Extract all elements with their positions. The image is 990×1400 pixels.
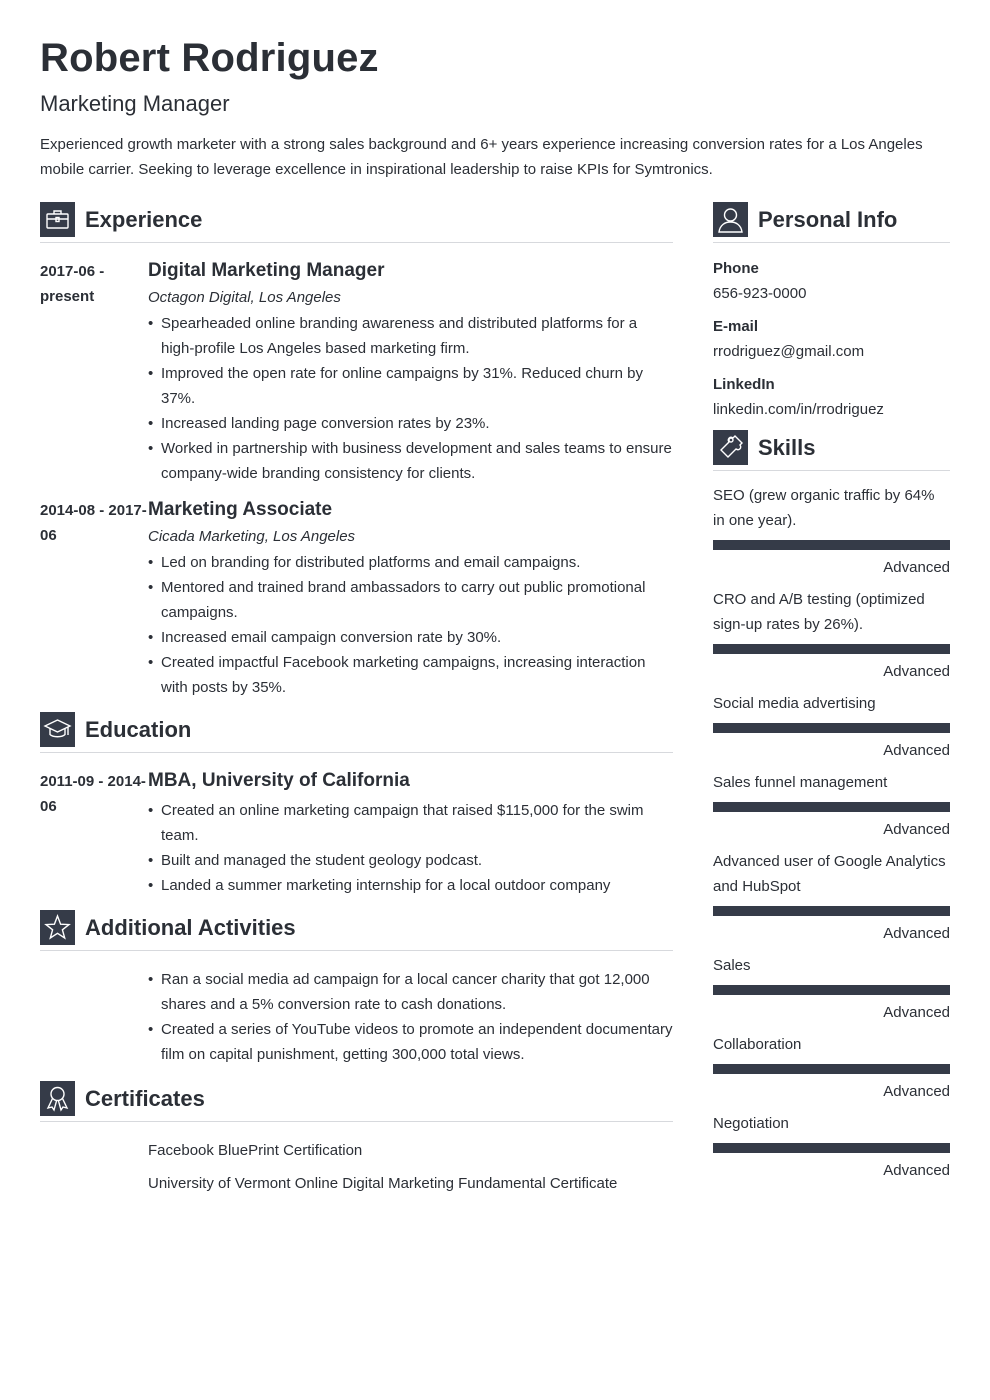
main-column — [40, 202, 673, 1204]
skill-level-fill — [713, 985, 950, 995]
person-icon — [713, 202, 748, 237]
certificates-header — [40, 1081, 673, 1122]
bullet-item: • Mentored and trained brand ambassadors to carry out public promotional campaigns. — [148, 575, 673, 625]
experience-title: Experience — [85, 207, 203, 232]
skills-section — [713, 430, 950, 1181]
skill-level-bar — [713, 1143, 950, 1153]
bullet-item: • Spearheaded online branding awareness and distributed platforms for a high-profile Los Angeles based marketing firm. — [148, 311, 673, 361]
skill-level-fill — [713, 644, 950, 654]
skill-level-label: Advanced — [883, 742, 950, 759]
job-role: Marketing Manager — [40, 91, 230, 116]
job-date: 2017-06 - present — [40, 263, 105, 305]
personal-info-section — [713, 202, 950, 420]
skill-name: Negotiation — [713, 1115, 789, 1132]
skill-level-fill — [713, 906, 950, 916]
bullet-item: • Worked in partnership with business development and sales teams to ensure company-wide branding consistency for clients. — [148, 436, 673, 486]
skill-level-bar — [713, 802, 950, 812]
skill-level-label: Advanced — [883, 925, 950, 942]
job-date: 2014-08 - 2017-06 — [40, 502, 147, 544]
skills-list — [713, 483, 950, 1181]
certificates-section — [40, 1081, 673, 1196]
skill-level-bar — [713, 723, 950, 733]
bullet-item: • Increased email campaign conversion rate by 30%. — [148, 625, 673, 650]
bullet-item: • Landed a summer marketing internship for a local outdoor company — [148, 873, 673, 898]
bullet-item: • Created impactful Facebook marketing campaigns, increasing interaction with posts by 35%. — [148, 650, 673, 700]
certificate-item: University of Vermont Online Digital Marketing Fundamental Certificate — [148, 1175, 618, 1192]
skill-level-bar — [713, 540, 950, 550]
award-ribbon-icon — [40, 1081, 75, 1116]
activities-header — [40, 910, 673, 951]
skill-level-fill — [713, 540, 950, 550]
education-bullets — [148, 798, 673, 898]
education-header — [40, 712, 673, 753]
job-entry — [40, 498, 673, 700]
briefcase-icon — [40, 202, 75, 237]
skill-level-bar — [713, 906, 950, 916]
education-section — [40, 712, 673, 898]
skill-level-label: Advanced — [883, 559, 950, 576]
skill-level-label: Advanced — [883, 821, 950, 838]
activities-section — [40, 910, 673, 1067]
experience-header — [40, 202, 673, 243]
skill-name: Sales — [713, 957, 751, 974]
candidate-name: Robert Rodriguez — [40, 36, 379, 80]
bullet-item: • Created an online marketing campaign that raised $115,000 for the swim team. — [148, 798, 673, 848]
skill-item — [713, 770, 950, 840]
education-date: 2011-09 - 2014-06 — [40, 773, 146, 815]
summary: Experienced growth marketer with a strong sales background and 6+ years experience increasing conversion rates for a Los Angeles mobile carrier. Seeking to leverage excellence in inspirational leadership to raise KPIs for Symtronics. — [40, 136, 923, 178]
skill-level-label: Advanced — [883, 663, 950, 680]
skill-level-label: Advanced — [883, 1162, 950, 1179]
certificate-item: Facebook BluePrint Certification — [148, 1142, 363, 1159]
skill-level-bar — [713, 985, 950, 995]
skill-level-bar — [713, 1064, 950, 1074]
activities-title: Additional Activities — [85, 915, 296, 940]
skill-level-fill — [713, 1064, 950, 1074]
skill-level-fill — [713, 802, 950, 812]
skill-item — [713, 1111, 950, 1181]
phone-label: Phone — [713, 260, 759, 277]
bullet-item: • Increased landing page conversion rates by 23%. — [148, 411, 673, 436]
star-icon — [40, 910, 75, 945]
education-title: Education — [85, 717, 192, 742]
job-company: Octagon Digital, Los Angeles — [148, 289, 341, 306]
skill-item — [713, 849, 950, 944]
skill-item — [713, 483, 950, 578]
skill-level-bar — [713, 644, 950, 654]
job-title: Digital Marketing Manager — [148, 260, 385, 281]
skill-level-fill — [713, 723, 950, 733]
email-label: E-mail — [713, 318, 759, 335]
skill-item — [713, 691, 950, 761]
skill-name: Collaboration — [713, 1036, 802, 1053]
skill-name: Advanced user of Google Analytics and HubSpot — [713, 853, 946, 895]
skill-item — [713, 953, 950, 1023]
skill-level-fill — [713, 1143, 950, 1153]
personal-info-header — [713, 202, 950, 243]
skill-name: SEO (grew organic traffic by 64% in one year). — [713, 487, 935, 529]
skill-level-label: Advanced — [883, 1083, 950, 1100]
skills-title: Skills — [758, 435, 816, 460]
skill-name: Social media advertising — [713, 695, 876, 712]
job-bullets — [148, 311, 673, 486]
certificates-title: Certificates — [85, 1086, 205, 1111]
job-entry — [40, 259, 673, 486]
email-value[interactable]: rrodriguez@gmail.com — [713, 343, 865, 360]
bullet-item: • Created a series of YouTube videos to promote an independent documentary film on capital punishment, getting 300,000 total views. — [148, 1017, 673, 1067]
degree-title: MBA, University of California — [148, 770, 410, 791]
personal-info-title: Personal Info — [758, 207, 898, 232]
sidebar-column — [713, 202, 950, 1190]
job-bullets — [148, 550, 673, 700]
graduation-cap-icon — [40, 712, 75, 747]
phone-value: 656-923-0000 — [713, 285, 807, 302]
education-entry — [40, 769, 673, 898]
skills-header — [713, 430, 950, 471]
job-company: Cicada Marketing, Los Angeles — [148, 528, 356, 545]
experience-section — [40, 202, 673, 700]
bullet-item: • Ran a social media ad campaign for a local cancer charity that got 12,000 shares and a 5% conversion rate to cash donations. — [148, 967, 673, 1017]
job-title: Marketing Associate — [148, 499, 333, 520]
skill-item — [713, 587, 950, 682]
skill-name: Sales funnel management — [713, 774, 888, 791]
linkedin-label: LinkedIn — [713, 376, 775, 393]
skill-name: CRO and A/B testing (optimized sign-up rates by 26%). — [713, 591, 925, 633]
bullet-item: • Led on branding for distributed platforms and email campaigns. — [148, 550, 673, 575]
puzzle-icon — [713, 430, 748, 465]
linkedin-value[interactable]: linkedin.com/in/rrodriguez — [713, 401, 884, 418]
bullet-item: • Improved the open rate for online campaigns by 31%. Reduced churn by 37%. — [148, 361, 673, 411]
skill-item — [713, 1032, 950, 1102]
bullet-item: • Built and managed the student geology podcast. — [148, 848, 673, 873]
skill-level-label: Advanced — [883, 1004, 950, 1021]
activities-bullets — [148, 967, 673, 1067]
